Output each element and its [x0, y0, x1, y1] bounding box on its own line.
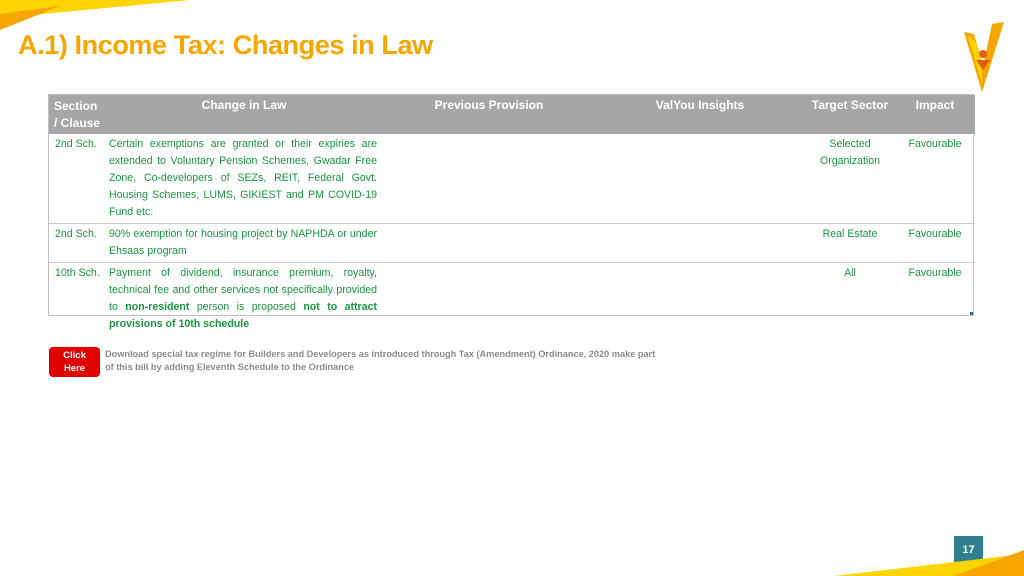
table-header-row	[49, 95, 975, 134]
top-left-accent-shape	[0, 0, 190, 30]
page-number-badge: 17	[954, 536, 983, 564]
row-section: 10th Sch.	[55, 267, 100, 279]
bold-term-non-resident: non-resident	[125, 301, 190, 313]
row-change: Certain exemptions are granted or their expiries are extended to Voluntary Pension Schemes, Gwadar Free Zone, Co-developers of SEZs, REIT, Federal Govt. Housing Schemes, LUMS, GIKIEST and PM COVID-19 Fund etc.	[105, 134, 383, 224]
row-previous-provision	[383, 224, 595, 263]
header-valyou-insights: ValYou Insights	[595, 95, 805, 134]
row-target-sector: Selected Organization	[805, 134, 895, 224]
header-target-sector: Target Sector	[805, 95, 895, 134]
row-previous-provision	[383, 263, 595, 336]
header-change-in-law: Change in Law	[105, 95, 383, 134]
table-resize-handle[interactable]	[970, 312, 973, 315]
row-impact: Favourable	[895, 224, 975, 263]
header-section: Section / Clause	[49, 95, 105, 134]
changes-table	[48, 94, 974, 330]
row-target-sector: All	[844, 267, 856, 279]
bottom-right-accent-shape	[834, 550, 1024, 576]
row-change: Payment of dividend, insurance premium, royalty, technical fee and other services not specifically provided to non-resident person is proposed not to attract provisions of 10th schedule	[109, 267, 377, 330]
row-change: 90% exemption for housing project by NAPHDA or under Ehsaas program	[105, 224, 383, 263]
table-row	[49, 134, 975, 224]
table-row	[49, 263, 975, 336]
row-insights	[595, 263, 805, 336]
page-title: A.1) Income Tax: Changes in Law	[18, 30, 433, 60]
header-impact: Impact	[895, 95, 975, 134]
row-section: 2nd Sch.	[49, 134, 105, 224]
download-note-text: Download special tax regime for Builders and Developers as introduced through Tax (Amendment) Ordinance, 2020 make part of this bill by adding Eleventh Schedule to the Ordinance	[105, 349, 656, 372]
row-previous-provision	[383, 134, 595, 224]
table-row	[49, 224, 975, 263]
valyou-logo-icon	[962, 20, 1006, 96]
row-impact: Favourable	[908, 267, 962, 279]
header-previous-provision: Previous Provision	[383, 95, 595, 134]
row-impact: Favourable	[895, 134, 975, 224]
row-target-sector: Real Estate	[805, 224, 895, 263]
bold-term-not-to-attract: not to attract provisions of 10th schedule	[109, 301, 377, 330]
row-insights	[595, 134, 805, 224]
row-section: 2nd Sch.	[49, 224, 105, 263]
row-insights	[595, 224, 805, 263]
click-here-button[interactable]: Click Here	[49, 347, 100, 377]
